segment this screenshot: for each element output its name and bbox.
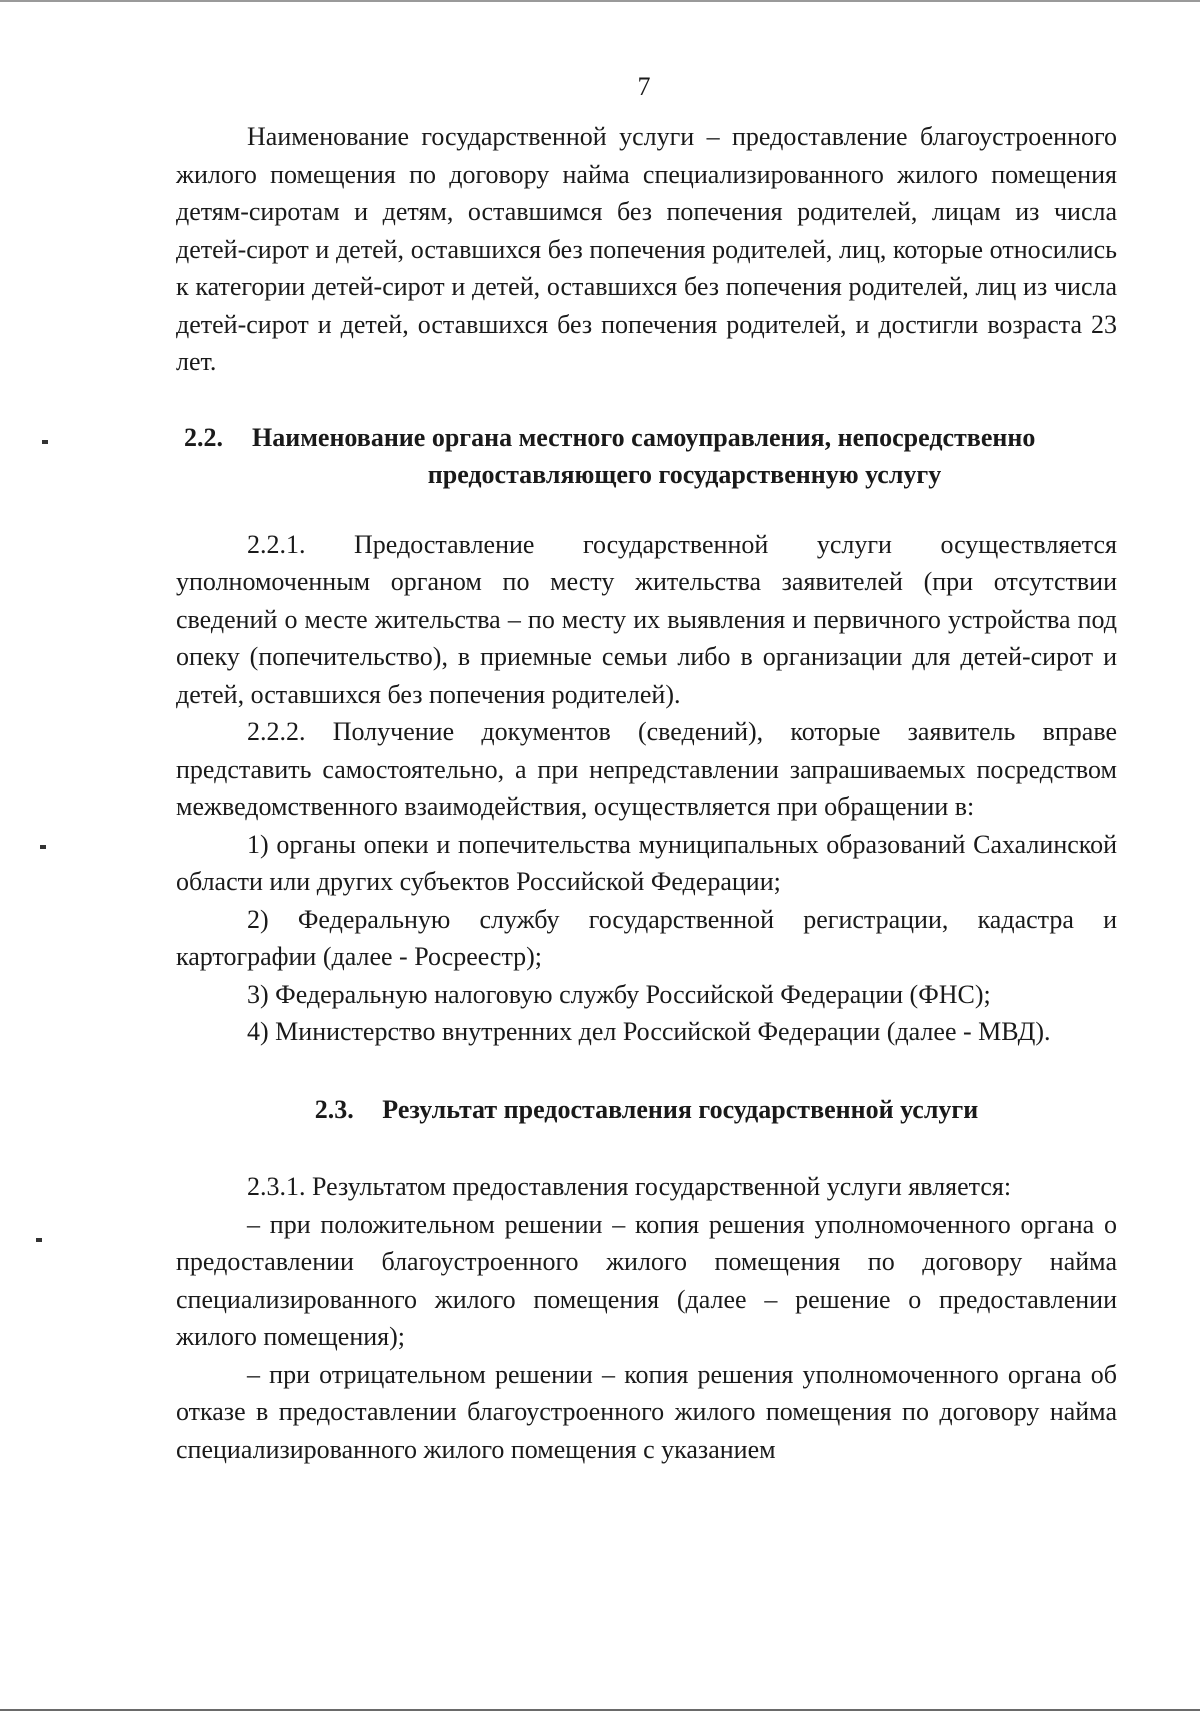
section-title-line1: Наименование органа местного самоуправления, непосредственно <box>252 422 1036 452</box>
section-title: Результат предоставления государственной услуги <box>382 1094 979 1124</box>
paragraph-2-2-1: 2.2.1. Предоставление государственной услуги осуществляется уполномоченным органом по месту жительства заявителей (при отсутствии сведений о месте жительства – по месту их выявления и первичного устройства под опеку (попечительство), в приемные семьи либо в организации для детей-сирот и детей, оставшихся без попечения родителей). <box>176 529 1117 709</box>
list-item: 3) Федеральную налоговую службу Российской Федерации (ФНС); <box>247 979 991 1009</box>
paragraph-negative-decision: – при отрицательном решении – копия решения уполномоченного органа об отказе в предоставлении благоустроенного жилого помещения по договору найма специализированного жилого помещения с указанием <box>176 1359 1117 1464</box>
scan-speck <box>36 1238 42 1242</box>
scan-edge-top <box>0 0 1200 2</box>
paragraph-2-3-1: 2.3.1. Результатом предоставления государственной услуги является: <box>247 1172 1012 1201</box>
document-body <box>176 118 1117 1468</box>
section-title-line2: предоставляющего государственную услугу <box>427 460 942 489</box>
scan-speck <box>42 440 48 444</box>
section-number: 2.3. <box>314 1094 354 1124</box>
paragraph-positive-decision: – при положительном решении – копия решения уполномоченного органа о предоставлении благоустроенного жилого помещения по договору найма специализированного жилого помещения (далее – решение о предоставлении жилого помещения); <box>176 1209 1117 1351</box>
list-item: 4) Министерство внутренних дел Российской Федерации (далее - МВД). <box>247 1017 1051 1046</box>
section-2-3-heading <box>176 1091 1117 1129</box>
scan-speck <box>40 845 46 849</box>
list-item: 1) органы опеки и попечительства муниципальных образований Сахалинской области или других субъектов Российской Федерации; <box>176 829 1117 896</box>
page-number: 7 <box>637 72 651 101</box>
section-2-2-heading <box>176 419 1117 494</box>
intro-paragraph: Наименование государственной услуги – предоставление благоустроенного жилого помещения по договору найма специализированного жилого помещения детям-сиротам и детям, оставшимся без попечения родителей, лицам из числа детей-сирот и детей, оставшихся без попечения родителей, лиц, которые относились к категории детей-сирот и детей, оставшихся без попечения родителей, лиц из числа детей-сирот и детей, оставшихся без попечения родителей, и достигли возраста 23 лет. <box>176 122 1117 376</box>
paragraph-2-2-2: 2.2.2. Получение документов (сведений), которые заявитель вправе представить самостоятельно, а при непредставлении запрашиваемых посредством межведомственного взаимодействия, осуществляется при обращении в: <box>176 717 1117 821</box>
list-item: 2) Федеральную службу государственной регистрации, кадастра и картографии (далее - Росреестр); <box>176 904 1117 971</box>
section-number: 2.2. <box>184 422 223 452</box>
